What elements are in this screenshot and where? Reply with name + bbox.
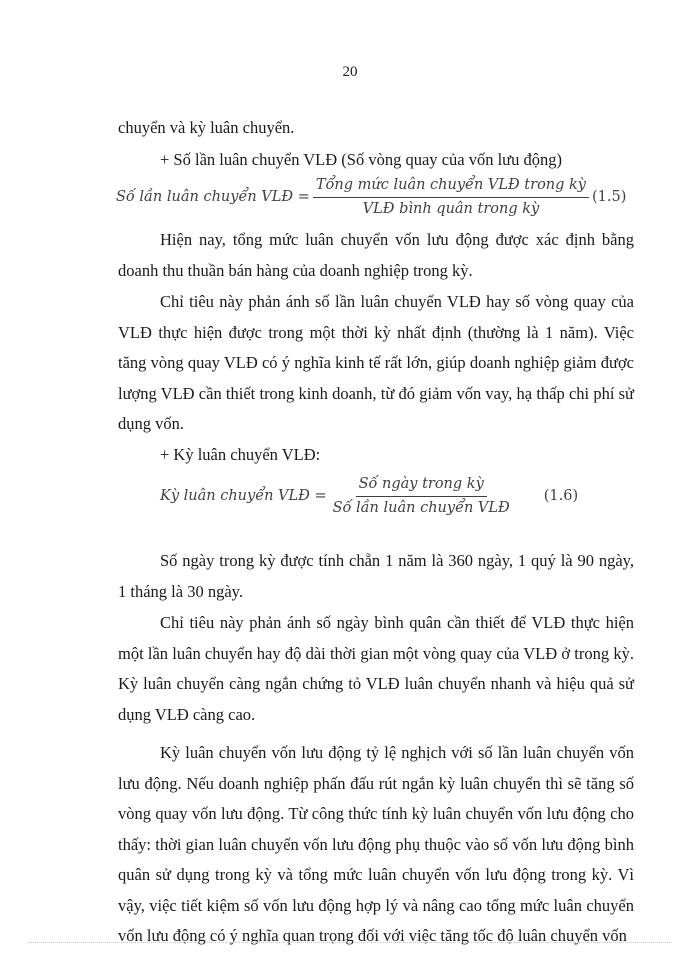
text-line: chuyển và kỳ luân chuyển.: [118, 118, 295, 137]
formula-fraction: [330, 475, 513, 518]
formula-lhs: Kỳ luân chuyển VLĐ =: [160, 487, 327, 504]
paragraph: Chỉ tiêu này phản ánh số lần luân chuyển VLĐ hay số vòng quay của VLĐ thực hiện được trong một thời kỳ nhất định (thường là 1 năm). Việc tăng vòng quay VLĐ có ý nghĩa kinh tế rất lớn, giúp doanh nghiệp giảm được lượng VLĐ cần thiết trong kinh doanh, từ đó giảm vốn vay, hạ thấp chi phí sử dụng vốn.: [118, 292, 634, 433]
paragraph: Số ngày trong kỳ được tính chẵn 1 năm là 360 ngày, 1 quý là 90 ngày, 1 tháng là 30 ngày.: [118, 551, 634, 601]
page-number: 20: [342, 64, 358, 80]
bullet-turnover-count: + Số lần luân chuyển VLĐ (Số vòng quay của vốn lưu động): [160, 149, 562, 169]
bullet-turnover-period: + Kỳ luân chuyển VLĐ:: [160, 444, 321, 464]
equation-number: (1.6): [543, 487, 579, 504]
paragraph: Chỉ tiêu này phản ánh số ngày bình quân cần thiết để VLĐ thực hiện một lần luân chuyển hay độ dài thời gian một vòng quay của VLĐ ở trong kỳ. Kỳ luân chuyển càng ngắn chứng tỏ VLĐ luân chuyển nhanh và hiệu quả sử dụng VLĐ càng cao.: [118, 613, 634, 724]
formula-denominator: Số lần luân chuyển VLĐ: [332, 499, 510, 516]
formula-1-6: [160, 470, 634, 522]
equation-number: (1.5): [592, 188, 627, 205]
formula-lhs: Số lần luân chuyển VLĐ =: [116, 188, 310, 205]
document-body: [118, 113, 634, 952]
paragraph: Kỳ luân chuyển vốn lưu động tỷ lệ nghịch với số lần luân chuyển vốn lưu động. Nếu doanh nghiệp phấn đấu rút ngắn kỳ luân chuyển thì sẽ tăng số vòng quay vốn lưu động. Từ công thức tính kỳ luân chuyển vốn lưu động cho thấy: thời gian luân chuyển vốn lưu động phụ thuộc vào số vốn lưu động bình quân sử dụng trong kỳ và tổng mức luân chuyển vốn lưu động trong kỳ. Vì vậy, việc tiết kiệm số vốn lưu động hợp lý và nâng cao tổng mức luân chuyển vốn lưu động có ý nghĩa quan trọng đối với việc tăng tốc độ luân chuyển vốn: [118, 743, 634, 945]
formula-fraction: [313, 176, 589, 219]
formula-denominator: VLĐ bình quân trong kỳ: [362, 200, 540, 217]
paragraph: Hiện nay, tổng mức luân chuyển vốn lưu động được xác định bằng doanh thu thuần bán hàng của doanh nghiệp trong kỳ.: [118, 230, 634, 280]
formula-1-5: [116, 175, 634, 219]
formula-numerator: Tổng mức luân chuyển VLĐ trong kỳ: [313, 176, 589, 198]
page-bottom-divider: [28, 942, 672, 943]
formula-numerator: Số ngày trong kỳ: [356, 475, 487, 497]
